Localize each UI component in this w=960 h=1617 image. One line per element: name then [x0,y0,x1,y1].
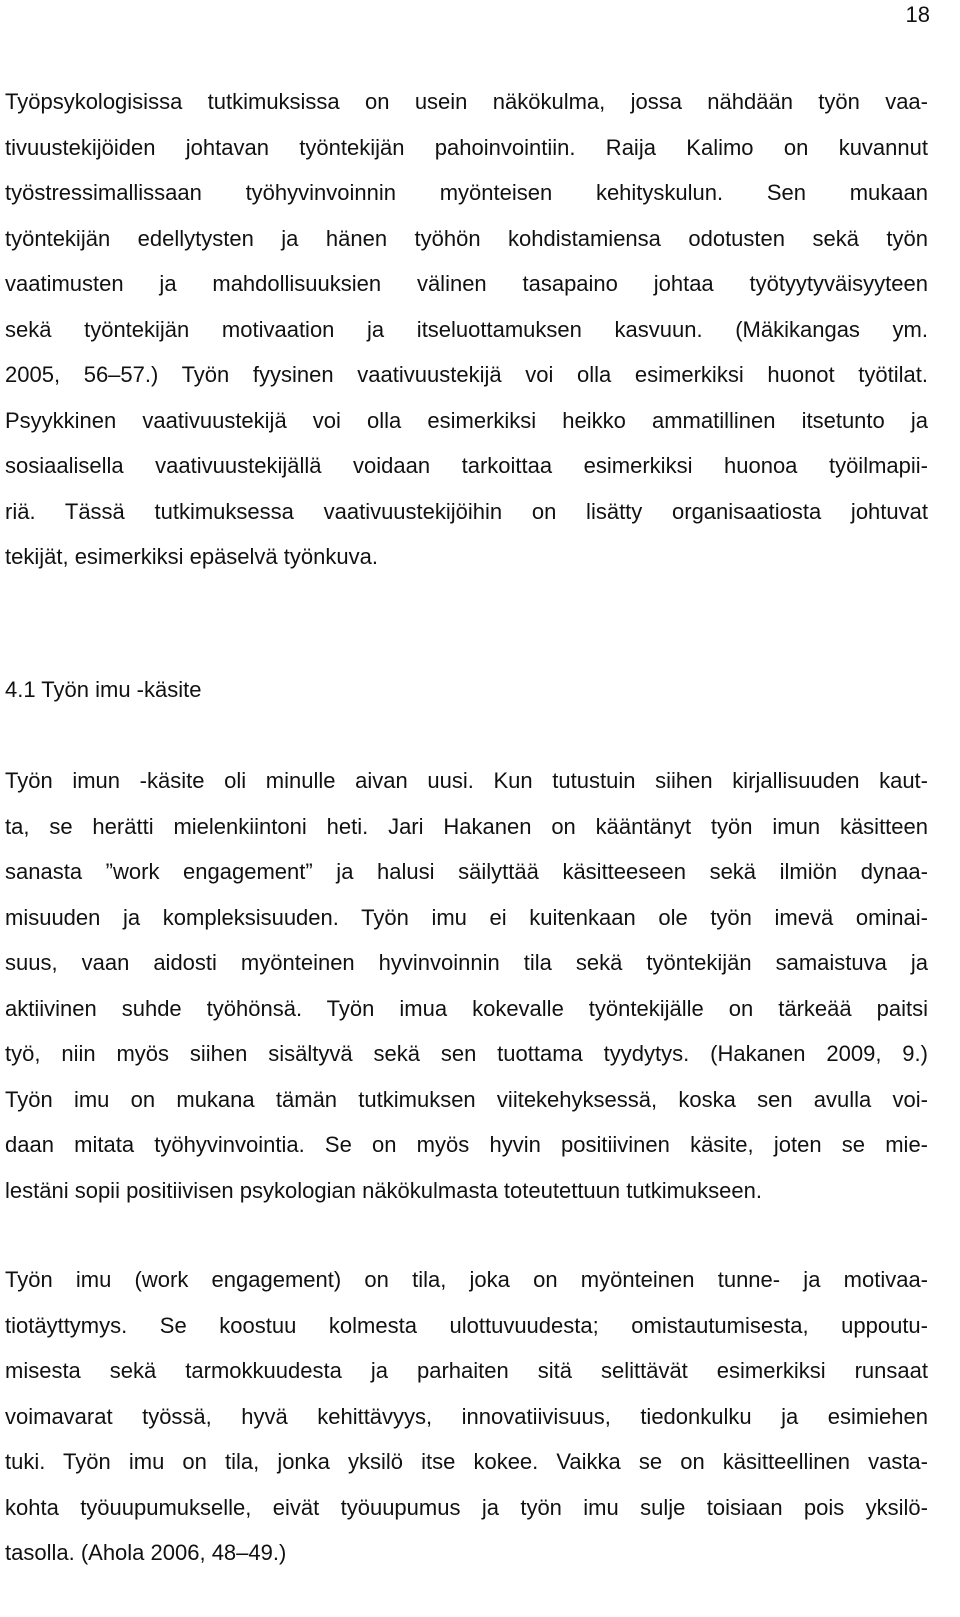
text-line: suus, vaan aidosti myönteinen hyvinvoinnin tila sekä työntekijän samaistuva ja [5,950,928,975]
text-line: voimavarat työssä, hyvä kehittävyys, innovatiivisuus, tiedonkulku ja esimiehen [5,1403,928,1429]
text-line: Työn imu (work engagement) on tila, joka on myönteinen tunne- ja motivaa- [5,1267,928,1292]
text-line: riä. Tässä tutkimuksessa vaativuustekijöihin on lisätty organisaatiosta johtuvat [5,498,928,524]
text-line: daan mitata työhyvinvointia. Se on myös hyvin positiivinen käsite, joten se mie- [5,1132,928,1157]
text-line: Työn imu on mukana tämän tutkimuksen viitekehyksessä, koska sen avulla voi- [5,1086,928,1112]
text-line: tekijät, esimerkiksi epäselvä työnkuva. [5,544,378,569]
text-line: sanasta ”work engagement” ja halusi säilyttää käsitteeseen sekä ilmiön dynaa- [5,859,928,884]
paragraph-2 [5,758,928,1213]
text-line: Psyykkinen vaativuustekijä voi olla esimerkiksi heikko ammatillinen itsetunto ja [5,407,928,433]
text-line: sekä työntekijän motivaation ja itseluottamuksen kasvuun. (Mäkikangas ym. [5,316,928,342]
text-line: 2005, 56–57.) Työn fyysinen vaativuustekijä voi olla esimerkiksi huonot työtilat. [5,362,928,387]
paragraph-1 [5,79,928,580]
text-line: misesta sekä tarmokkuudesta ja parhaiten sitä selittävät esimerkiksi runsaat [5,1358,928,1383]
paragraph-3 [5,1257,928,1576]
text-line: tasolla. (Ahola 2006, 48–49.) [5,1540,287,1565]
text-line: ta, se herätti mielenkiintoni heti. Jari Hakanen on kääntänyt työn imun käsitteen [5,813,928,839]
text-line: misuuden ja kompleksisuuden. Työn imu ei kuitenkaan ole työn imevä ominai- [5,904,928,930]
text-line: työntekijän edellytysten ja hänen työhön kohdistamiensa odotusten sekä työn [5,225,928,251]
text-line: sosiaalisella vaativuustekijällä voidaan tarkoittaa esimerkiksi huonoa työilmapii- [5,453,928,478]
text-line: työ, niin myös siihen sisältyvä sekä sen tuottama tyydytys. (Hakanen 2009, 9.) [5,1041,928,1066]
page-number: 18 [905,2,930,27]
section-heading-block [5,667,928,713]
text-line: kohta työuupumukselle, eivät työuupumus ja työn imu sulje toisiaan pois yksilö- [5,1494,928,1520]
text-line: vaatimusten ja mahdollisuuksien välinen tasapaino johtaa työtyytyväisyyteen [5,271,928,296]
text-line: tivuustekijöiden johtavan työntekijän pahoinvointiin. Raija Kalimo on kuvannut [5,134,928,160]
text-line: tuki. Työn imu on tila, jonka yksilö itse kokee. Vaikka se on käsitteellinen vasta- [5,1449,928,1474]
text-line: Työpsykologisissa tutkimuksissa on usein näkökulma, jossa nähdään työn vaa- [5,89,928,114]
text-line: tiotäyttymys. Se koostuu kolmesta ulottuvuudesta; omistautumisesta, uppoutu- [5,1312,928,1338]
text-line: lestäni sopii positiivisen psykologian näkökulmasta toteutettuun tutkimukseen. [5,1177,762,1203]
text-line: työstressimallissaan työhyvinvoinnin myönteisen kehityskulun. Sen mukaan [5,180,928,205]
text-line: aktiivinen suhde työhönsä. Työn imua kokevalle työntekijälle on tärkeää paitsi [5,995,928,1021]
text-line: Työn imun -käsite oli minulle aivan uusi. Kun tutustuin siihen kirjallisuuden kaut- [5,768,928,793]
section-heading: 4.1 Työn imu -käsite [5,677,202,702]
